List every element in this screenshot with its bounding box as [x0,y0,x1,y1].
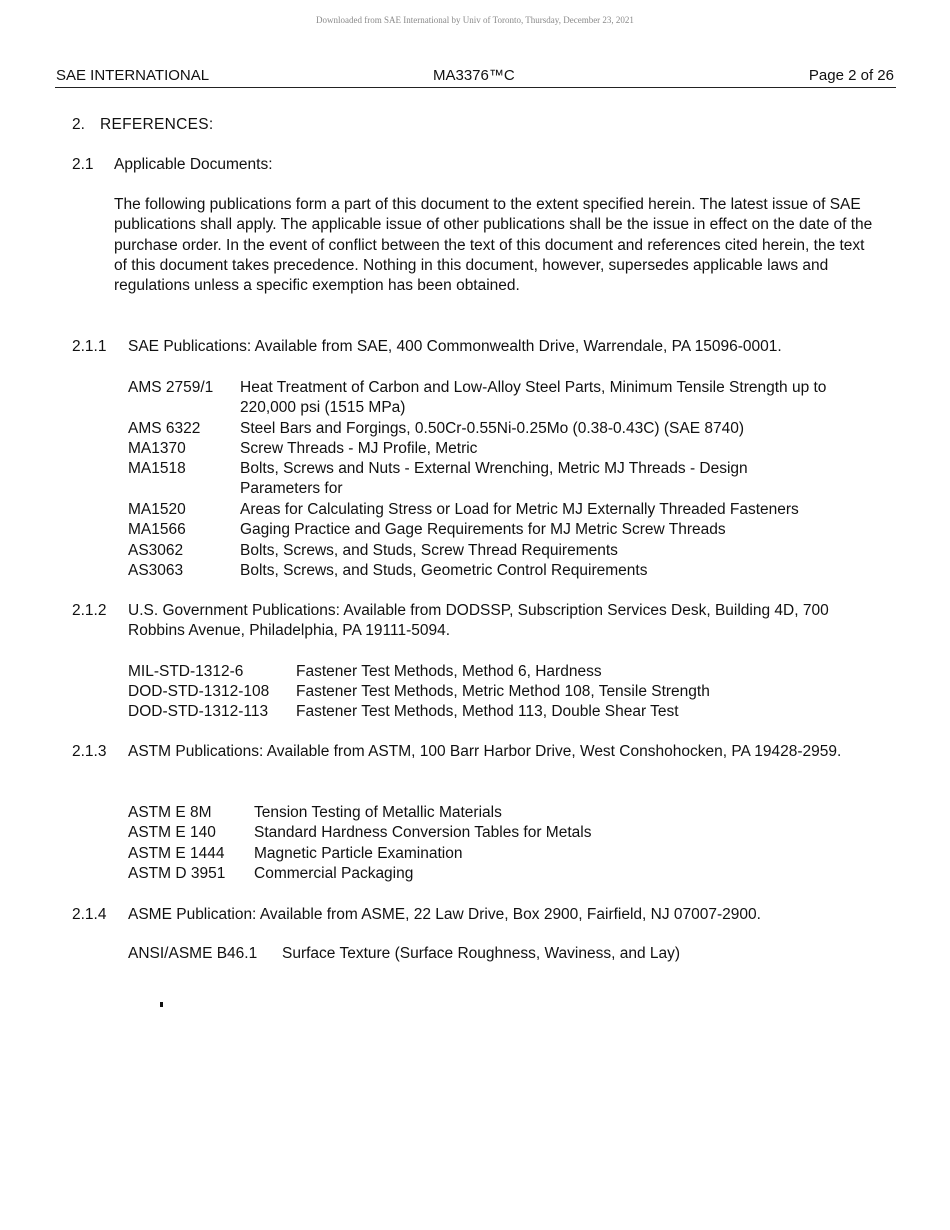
sae-item-title: Steel Bars and Forgings, 0.50Cr-0.55Ni-0.25Mo (0.38-0.43C) (SAE 8740) [240,420,744,437]
section-title: REFERENCES: [100,116,214,133]
gov-number: 2.1.2 [72,602,107,619]
gov-heading: U.S. Government Publications: Available from DODSSP, Subscription Services Desk, Building 4D, 700 Robbins Avenue, Philadelphia, PA 19111-5094. [128,602,829,640]
gov-item-code: MIL-STD-1312-6 [128,663,244,680]
sae-item-code: AMS 2759/1 [128,379,214,396]
header-page-number: Page 2 of 26 [808,67,894,84]
sae-item-title: Bolts, Screws and Nuts - External Wrenching, Metric MJ Threads - Design Parameters for [240,460,748,498]
header-document-number: MA3376™C [433,67,515,84]
gov-item-code: DOD-STD-1312-108 [128,683,270,700]
applicable-paragraph: The following publications form a part of this document to the extent specified herein. The latest issue of SAE publications shall apply. The applicable issue of other publications shall be the issue in effect on the date of the purchase order. In the event of conflict between the text of this document and references cited herein, the text of this document takes precedence. Nothing in this document, however, supersedes applicable laws and regulations unless a specific exemption has been obtained. [114,196,873,295]
asme-number: 2.1.4 [72,906,107,923]
astm-number: 2.1.3 [72,743,107,760]
applicable-number: 2.1 [72,156,94,173]
header-organization: SAE INTERNATIONAL [56,67,210,84]
astm-item-code: ASTM E 1444 [128,845,225,862]
astm-item-code: ASTM E 8M [128,804,212,821]
sae-item-code: MA1520 [128,501,186,518]
astm-item-title: Magnetic Particle Examination [254,845,463,862]
sae-item-title: Screw Threads - MJ Profile, Metric [240,440,478,457]
sae-item-code: AS3062 [128,542,184,559]
gov-item-title: Fastener Test Methods, Metric Method 108, Tensile Strength [296,683,710,700]
astm-heading: ASTM Publications: Available from ASTM, 100 Barr Harbor Drive, West Conshohocken, PA 19428-2959. [128,743,842,760]
asme-item-code: ANSI/ASME B46.1 [128,945,258,962]
sae-item-title: Gaging Practice and Gage Requirements for MJ Metric Screw Threads [240,521,726,538]
stray-mark [160,1002,163,1007]
astm-item-code: ASTM D 3951 [128,865,226,882]
gov-item-title: Fastener Test Methods, Method 6, Hardness [296,663,602,680]
asme-heading: ASME Publication: Available from ASME, 22 Law Drive, Box 2900, Fairfield, NJ 07007-2900. [128,906,761,923]
sae-item-title: Bolts, Screws, and Studs, Geometric Control Requirements [240,562,648,579]
section-number: 2. [72,116,85,133]
astm-item-title: Tension Testing of Metallic Materials [254,804,502,821]
astm-item-title: Standard Hardness Conversion Tables for Metals [254,824,592,841]
astm-item-code: ASTM E 140 [128,824,216,841]
gov-item-title: Fastener Test Methods, Method 113, Double Shear Test [296,703,679,720]
sae-number: 2.1.1 [72,338,107,355]
asme-item-title: Surface Texture (Surface Roughness, Waviness, and Lay) [282,945,681,962]
sae-item-code: MA1566 [128,521,186,538]
sae-item-code: AMS 6322 [128,420,201,437]
gov-item-code: DOD-STD-1312-113 [128,703,269,720]
sae-item-title: Areas for Calculating Stress or Load for Metric MJ Externally Threaded Fasteners [240,501,799,518]
sae-item-code: MA1518 [128,460,186,477]
applicable-title: Applicable Documents: [114,156,273,173]
astm-item-title: Commercial Packaging [254,865,414,882]
sae-item-title: Heat Treatment of Carbon and Low-Alloy Steel Parts, Minimum Tensile Strength up to 220,000 psi (1515 MPa) [240,379,827,417]
sae-item-title: Bolts, Screws, and Studs, Screw Thread Requirements [240,542,618,559]
sae-heading: SAE Publications: Available from SAE, 400 Commonwealth Drive, Warrendale, PA 15096-0001. [128,338,782,355]
sae-item-code: MA1370 [128,440,186,457]
header-rule [55,87,896,88]
download-note: Downloaded from SAE International by Univ of Toronto, Thursday, December 23, 2021 [316,15,634,25]
sae-item-code: AS3063 [128,562,184,579]
